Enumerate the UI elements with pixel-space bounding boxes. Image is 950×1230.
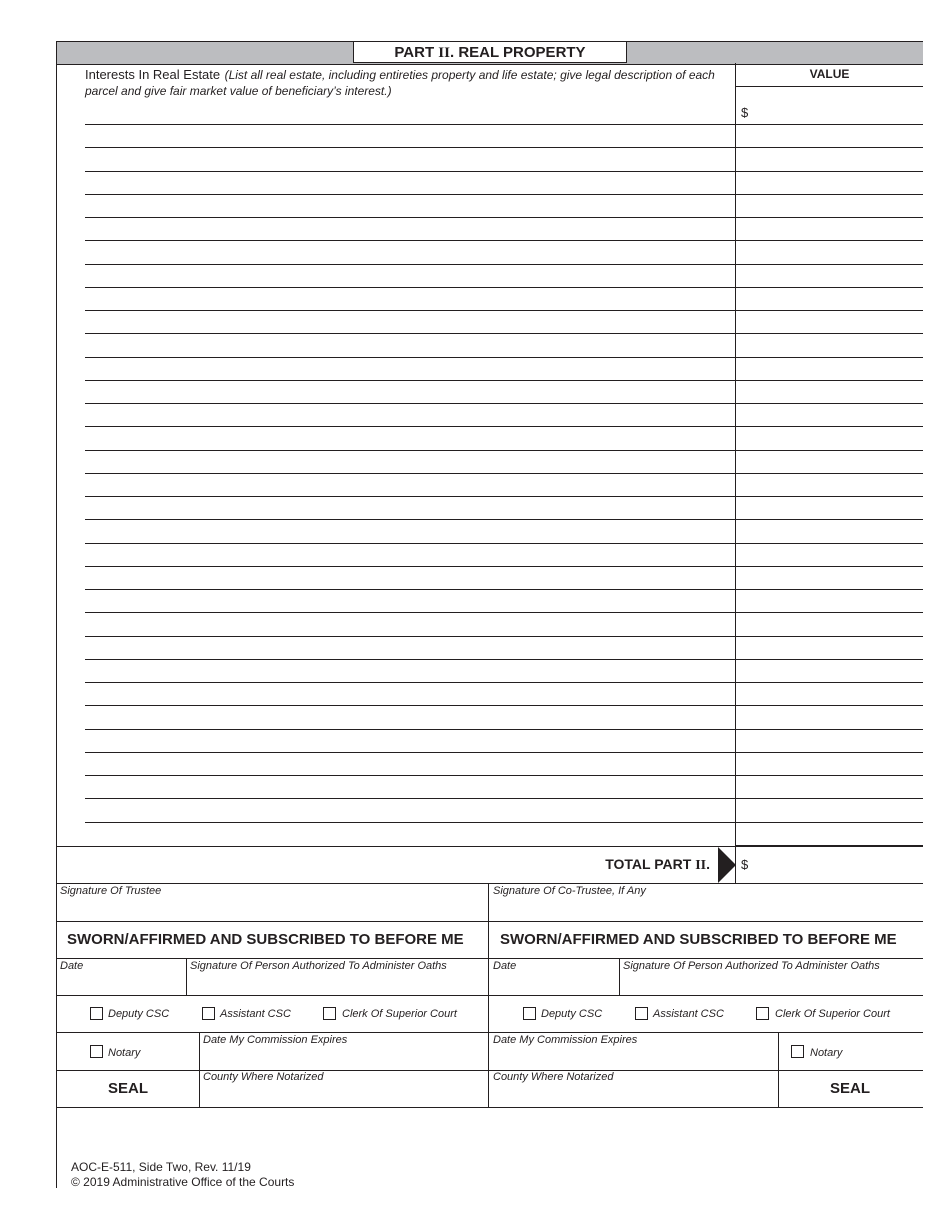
description-line[interactable] xyxy=(85,287,735,288)
value-line[interactable] xyxy=(736,264,923,265)
description-line[interactable] xyxy=(85,519,735,520)
value-line[interactable] xyxy=(736,752,923,753)
value-line[interactable] xyxy=(736,705,923,706)
deputy-csc-checkbox-left[interactable] xyxy=(90,1007,103,1020)
notary-label-right: Notary xyxy=(810,1047,843,1059)
value-line[interactable] xyxy=(736,473,923,474)
total-label-roman: II xyxy=(695,858,707,873)
total-bottom-rule xyxy=(56,883,923,884)
description-line[interactable] xyxy=(85,659,735,660)
value-currency-symbol: $ xyxy=(741,105,749,120)
description-line[interactable] xyxy=(85,612,735,613)
notary-label-left: Notary xyxy=(108,1047,141,1059)
description-line[interactable] xyxy=(85,752,735,753)
description-line[interactable] xyxy=(85,682,735,683)
description-line[interactable] xyxy=(85,194,735,195)
notary-checkbox-left[interactable] xyxy=(90,1045,103,1058)
checkbox-row-rule xyxy=(56,1032,923,1033)
date-label-right: Date xyxy=(493,960,517,972)
signature-bottom-rule xyxy=(56,921,923,922)
value-line[interactable] xyxy=(736,124,923,125)
assistant-csc-label-left: Assistant CSC xyxy=(220,1008,291,1020)
total-label-prefix: TOTAL PART xyxy=(605,856,696,872)
commission-label-left: Date My Commission Expires xyxy=(203,1034,348,1046)
left-border xyxy=(56,41,57,1188)
date-label-left: Date xyxy=(60,960,84,972)
value-line[interactable] xyxy=(736,543,923,544)
description-line[interactable] xyxy=(85,589,735,590)
seal-left: SEAL xyxy=(108,1080,149,1097)
value-line[interactable] xyxy=(736,171,923,172)
value-line[interactable] xyxy=(736,682,923,683)
notary-row-rule-left xyxy=(56,1070,200,1071)
value-line[interactable] xyxy=(736,519,923,520)
page-title-prefix: PART xyxy=(394,44,439,61)
form-id: AOC-E-511, Side Two, Rev. 11/19 xyxy=(71,1160,251,1174)
page-title-roman: II xyxy=(438,45,450,61)
commission-rule-right xyxy=(779,1070,923,1071)
county-label-right: County Where Notarized xyxy=(493,1071,614,1083)
seal-bottom-rule xyxy=(56,1107,923,1108)
value-line[interactable] xyxy=(736,589,923,590)
value-line[interactable] xyxy=(736,333,923,334)
value-line[interactable] xyxy=(736,426,923,427)
value-header-rule xyxy=(736,86,923,87)
description-line[interactable] xyxy=(85,240,735,241)
sworn-heading-right: SWORN/AFFIRMED AND SUBSCRIBED TO BEFORE ME xyxy=(500,931,897,948)
description-line[interactable] xyxy=(85,310,735,311)
total-top-rule xyxy=(56,846,736,847)
total-label-suffix: . xyxy=(706,856,710,872)
description-line[interactable] xyxy=(85,496,735,497)
description-line[interactable] xyxy=(85,566,735,567)
description-line[interactable] xyxy=(85,426,735,427)
description-line[interactable] xyxy=(85,729,735,730)
description-line[interactable] xyxy=(85,450,735,451)
value-line[interactable] xyxy=(736,496,923,497)
value-line[interactable] xyxy=(736,729,923,730)
value-line[interactable] xyxy=(736,566,923,567)
value-line[interactable] xyxy=(736,217,923,218)
total-currency-symbol: $ xyxy=(741,857,749,872)
notary-divider-right xyxy=(778,1032,779,1108)
value-line[interactable] xyxy=(736,659,923,660)
description-line[interactable] xyxy=(85,124,735,125)
commission-label-right: Date My Commission Expires xyxy=(493,1034,638,1046)
co-trustee-signature-label: Signature Of Co-Trustee, If Any xyxy=(493,885,646,897)
description-line[interactable] xyxy=(85,264,735,265)
real-estate-label-block xyxy=(85,67,725,99)
description-line[interactable] xyxy=(85,543,735,544)
value-line[interactable] xyxy=(736,612,923,613)
description-line[interactable] xyxy=(85,147,735,148)
value-line[interactable] xyxy=(736,636,923,637)
description-line[interactable] xyxy=(85,822,735,823)
value-line[interactable] xyxy=(736,380,923,381)
assistant-csc-label-right: Assistant CSC xyxy=(653,1008,724,1020)
description-line[interactable] xyxy=(85,403,735,404)
date-divider-right xyxy=(619,958,620,995)
value-line[interactable] xyxy=(736,822,923,823)
clerk-label-right: Clerk Of Superior Court xyxy=(775,1008,890,1020)
description-line[interactable] xyxy=(85,636,735,637)
date-divider-left xyxy=(186,958,187,995)
clerk-label-left: Clerk Of Superior Court xyxy=(342,1008,457,1020)
value-line[interactable] xyxy=(736,310,923,311)
value-line[interactable] xyxy=(736,403,923,404)
description-line[interactable] xyxy=(85,171,735,172)
description-line[interactable] xyxy=(85,357,735,358)
description-line[interactable] xyxy=(85,333,735,334)
date-row-rule xyxy=(56,995,923,996)
value-line[interactable] xyxy=(736,147,923,148)
deputy-csc-checkbox-right[interactable] xyxy=(523,1007,536,1020)
description-line[interactable] xyxy=(85,473,735,474)
page-title-suffix: . REAL PROPERTY xyxy=(449,44,586,61)
total-arrow-icon xyxy=(718,847,736,883)
description-line[interactable] xyxy=(85,380,735,381)
value-column-header: VALUE xyxy=(809,67,850,81)
description-line[interactable] xyxy=(85,217,735,218)
clerk-checkbox-right[interactable] xyxy=(756,1007,769,1020)
value-line[interactable] xyxy=(736,450,923,451)
real-estate-instructions: (List all real estate, including entireties property and life estate; give legal description of each parcel and give fair market value of beneficiary’s interest.) xyxy=(85,68,715,98)
value-line[interactable] xyxy=(736,240,923,241)
header-title-box xyxy=(353,41,627,63)
county-label-left: County Where Notarized xyxy=(203,1071,324,1083)
trustee-signature-label: Signature Of Trustee xyxy=(60,885,162,897)
deputy-csc-label-right: Deputy CSC xyxy=(541,1008,603,1020)
seal-right: SEAL xyxy=(830,1080,871,1097)
oath-signature-label-right: Signature Of Person Authorized To Administer Oaths xyxy=(623,960,880,972)
assistant-csc-checkbox-left[interactable] xyxy=(202,1007,215,1020)
sworn-heading-left: SWORN/AFFIRMED AND SUBSCRIBED TO BEFORE ME xyxy=(67,931,464,948)
total-value-rule xyxy=(736,845,923,847)
value-line[interactable] xyxy=(736,775,923,776)
value-line[interactable] xyxy=(736,798,923,799)
copyright: © 2019 Administrative Office of the Courts xyxy=(71,1175,295,1189)
value-line[interactable] xyxy=(736,287,923,288)
clerk-checkbox-left[interactable] xyxy=(323,1007,336,1020)
oath-signature-label-left: Signature Of Person Authorized To Administer Oaths xyxy=(190,960,447,972)
value-line[interactable] xyxy=(736,357,923,358)
description-line[interactable] xyxy=(85,775,735,776)
value-line[interactable] xyxy=(736,194,923,195)
total-label xyxy=(560,856,710,874)
deputy-csc-label-left: Deputy CSC xyxy=(108,1008,170,1020)
description-line[interactable] xyxy=(85,705,735,706)
real-estate-label: Interests In Real Estate xyxy=(85,67,221,82)
notary-checkbox-right[interactable] xyxy=(791,1045,804,1058)
assistant-csc-checkbox-right[interactable] xyxy=(635,1007,648,1020)
description-line[interactable] xyxy=(85,798,735,799)
